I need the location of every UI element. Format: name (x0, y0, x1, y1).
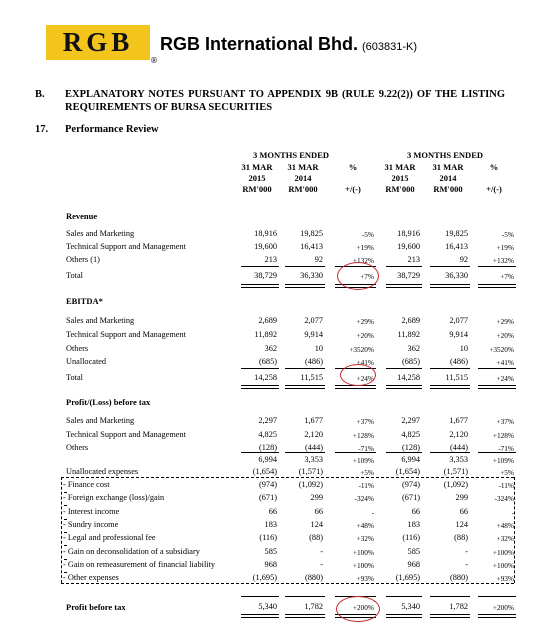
value-cell: 362 (407, 344, 420, 353)
percent-cell: -71% (498, 444, 514, 453)
percent-cell: +93% (496, 574, 514, 583)
percent-cell: +19% (496, 243, 514, 252)
percent-cell: +24% (496, 374, 514, 383)
total-rule (478, 368, 516, 369)
company-name: RGB International Bhd. (160, 34, 358, 54)
percent-cell: - (371, 508, 374, 517)
double-rule (430, 284, 470, 288)
value-cell: 16,413 (300, 242, 323, 251)
value-cell: (88) (309, 533, 323, 542)
percent-cell: +29% (496, 317, 514, 326)
total-rule (430, 368, 470, 369)
percent-cell: +41% (496, 358, 514, 367)
percent-cell: +200% (352, 603, 374, 612)
total-rule (478, 266, 516, 267)
value-cell: 213 (264, 255, 277, 264)
row-label: Sales and Marketing (66, 416, 135, 425)
value-cell: 968 (264, 560, 277, 569)
value-cell: (88) (454, 533, 468, 542)
value-cell: - (465, 560, 468, 569)
value-cell: 124 (310, 520, 323, 529)
total-rule (386, 452, 422, 453)
dashed-box-right (514, 477, 515, 583)
row-label: Others (66, 443, 89, 452)
double-rule (241, 614, 279, 618)
percent-cell: -11% (358, 481, 374, 490)
breakdown-label: - Gain on remeasurement of financial liability (63, 560, 216, 569)
total-rule (430, 452, 470, 453)
value-cell: 11,892 (397, 330, 420, 339)
double-rule (285, 284, 325, 288)
value-cell: 3,353 (449, 455, 468, 464)
percent-cell: +29% (356, 317, 374, 326)
value-cell: (128) (402, 443, 420, 452)
percent-cell: +20% (496, 331, 514, 340)
value-cell: 2,120 (449, 430, 468, 439)
value-cell: (974) (402, 480, 420, 489)
value-cell: (685) (402, 357, 420, 366)
value-cell: 2,297 (401, 416, 420, 425)
total-rule (478, 452, 516, 453)
value-cell: 14,258 (397, 373, 420, 382)
section-17-title: Performance Review (65, 124, 159, 135)
value-cell: 66 (268, 507, 277, 516)
highlight-circle-revenue (337, 262, 379, 290)
percent-cell: +48% (496, 521, 514, 530)
column-header-line3: +/(-) (486, 184, 502, 194)
percent-cell: - (511, 508, 514, 517)
percent-cell: +32% (496, 534, 514, 543)
row-label: Technical Support and Management (66, 330, 186, 339)
double-rule (430, 614, 470, 618)
value-cell: 585 (264, 547, 277, 556)
value-cell: 16,413 (445, 242, 468, 251)
total-rule (386, 368, 422, 369)
percent-cell: +7% (360, 272, 374, 281)
percent-cell: +5% (360, 468, 374, 477)
percent-cell: +100% (492, 561, 514, 570)
section-b-label: B. (35, 89, 45, 100)
percent-cell: +37% (496, 417, 514, 426)
percent-cell: +5% (500, 468, 514, 477)
value-cell: 213 (407, 255, 420, 264)
value-cell: 2,689 (258, 316, 277, 325)
percent-cell: +20% (356, 331, 374, 340)
percent-cell: +3520% (489, 345, 514, 354)
value-cell: 299 (310, 493, 323, 502)
value-cell: 585 (407, 547, 420, 556)
double-rule (241, 385, 279, 389)
column-header-line1: % (348, 162, 358, 172)
value-cell: 362 (264, 344, 277, 353)
value-cell: 38,729 (254, 271, 277, 280)
value-cell: 36,330 (300, 271, 323, 280)
column-header-line1: 31 MAR (287, 162, 319, 172)
value-cell: (1,571) (443, 467, 468, 476)
value-cell: (685) (259, 357, 277, 366)
total-rule (430, 266, 470, 267)
double-rule (478, 614, 516, 618)
value-cell: 18,916 (254, 229, 277, 238)
percent-cell: +48% (356, 521, 374, 530)
value-cell: 183 (264, 520, 277, 529)
percent-cell: +109% (492, 456, 514, 465)
company-code: (603831-K) (362, 41, 418, 53)
column-header-line2: 2014 (294, 173, 312, 183)
value-cell: 10 (314, 344, 323, 353)
percent-cell: +109% (352, 456, 374, 465)
percent-cell: +132% (492, 256, 514, 265)
value-cell: 92 (459, 255, 468, 264)
value-cell: (444) (305, 443, 323, 452)
row-label: Sales and Marketing (66, 316, 135, 325)
percent-cell: +200% (492, 603, 514, 612)
company-logo (46, 25, 158, 65)
total-rule (430, 596, 470, 597)
value-cell: 11,515 (445, 373, 468, 382)
row-label: Total (66, 271, 83, 280)
section-title-revenue: Revenue (66, 211, 98, 221)
column-header-line3: RM'000 (385, 184, 415, 194)
column-header-line1: 31 MAR (241, 162, 273, 172)
section-b-text: EXPLANATORY NOTES PURSUANT TO APPENDIX 9B (RULE 9.22(2)) OF THE LISTING REQUIREMENTS OF BURSA SECURITIES (65, 89, 505, 113)
highlight-circle-ebitda (340, 364, 376, 386)
percent-cell: -11% (498, 481, 514, 490)
value-cell: 66 (459, 507, 468, 516)
value-cell: 18,916 (397, 229, 420, 238)
section-b (35, 88, 505, 114)
value-cell: 5,340 (258, 602, 277, 611)
column-header-line3: RM'000 (288, 184, 318, 194)
value-cell: 2,077 (449, 316, 468, 325)
section-title-profit: Profit/(Loss) before tax (66, 397, 151, 407)
percent-cell: +24% (356, 374, 374, 383)
value-cell: - (320, 560, 323, 569)
breakdown-label: - Other expenses (63, 573, 119, 582)
row-label: Technical Support and Management (66, 242, 186, 251)
column-header-line3: +/(-) (345, 184, 361, 194)
percent-cell: +128% (492, 431, 514, 440)
value-cell: 1,782 (304, 602, 323, 611)
value-cell: (128) (259, 443, 277, 452)
column-header-line2: 2015 (391, 173, 409, 183)
percent-cell: +37% (356, 417, 374, 426)
highlight-circle-pbt (336, 596, 380, 622)
total-rule (386, 596, 422, 597)
value-cell: 14,258 (254, 373, 277, 382)
column-header-line1: 31 MAR (432, 162, 464, 172)
value-cell: (1,654) (395, 467, 420, 476)
percent-cell: +100% (352, 561, 374, 570)
section-17 (35, 124, 159, 135)
percent-cell: -5% (501, 230, 514, 239)
total-rule (285, 266, 325, 267)
percent-cell: +100% (492, 548, 514, 557)
value-cell: 4,825 (258, 430, 277, 439)
double-rule (285, 614, 325, 618)
value-cell: (974) (259, 480, 277, 489)
value-cell: - (465, 547, 468, 556)
value-cell: 10 (459, 344, 468, 353)
value-cell: - (320, 547, 323, 556)
value-cell: (1,092) (298, 480, 323, 489)
total-rule (285, 368, 325, 369)
row-label: Others (66, 344, 89, 353)
value-cell: 4,825 (401, 430, 420, 439)
value-cell: 6,994 (258, 455, 277, 464)
value-cell: 19,825 (300, 229, 323, 238)
row-label-profit-before-tax: Profit before tax (66, 602, 126, 612)
value-cell: 9,914 (449, 330, 468, 339)
value-cell: 2,297 (258, 416, 277, 425)
value-cell: 9,914 (304, 330, 323, 339)
value-cell: (116) (402, 533, 420, 542)
total-rule (335, 452, 376, 453)
row-label: Technical Support and Management (66, 430, 186, 439)
value-cell: (444) (450, 443, 468, 452)
row-label: Others (1) (66, 255, 100, 264)
percent-cell: -324% (354, 494, 374, 503)
percent-cell: +7% (500, 272, 514, 281)
total-rule (241, 596, 279, 597)
total-rule (386, 266, 422, 267)
registered-mark: ® (150, 56, 158, 65)
value-cell: (1,695) (252, 573, 277, 582)
percent-cell: +128% (352, 431, 374, 440)
value-cell: (486) (305, 357, 323, 366)
column-header-line3: RM'000 (242, 184, 272, 194)
value-cell: (486) (450, 357, 468, 366)
group-header-2: 3 MONTHS ENDED (406, 150, 484, 160)
dashed-box-bottom (61, 583, 514, 585)
percent-cell: +41% (356, 358, 374, 367)
percent-cell: +3520% (349, 345, 374, 354)
total-rule (478, 596, 516, 597)
double-rule (478, 385, 516, 389)
value-cell: 299 (455, 493, 468, 502)
breakdown-label: - Sundry income (63, 520, 119, 529)
value-cell: 19,600 (397, 242, 420, 251)
value-cell: 38,729 (397, 271, 420, 280)
value-cell: 2,077 (304, 316, 323, 325)
double-rule (478, 284, 516, 288)
percent-cell: +132% (352, 256, 374, 265)
value-cell: 1,677 (449, 416, 468, 425)
value-cell: 36,330 (445, 271, 468, 280)
total-rule (285, 452, 325, 453)
row-label: Total (66, 373, 83, 382)
column-header-line3: RM'000 (433, 184, 463, 194)
percent-cell: +32% (356, 534, 374, 543)
breakdown-divider (64, 505, 67, 506)
value-cell: 11,892 (254, 330, 277, 339)
breakdown-label: - Legal and professional fee (63, 533, 156, 542)
section-17-label: 17. (35, 124, 49, 135)
company-header (160, 34, 417, 55)
column-header-line2: 2015 (248, 173, 266, 183)
value-cell: 2,120 (304, 430, 323, 439)
value-cell: 5,340 (401, 602, 420, 611)
column-header-line2: 2014 (439, 173, 457, 183)
double-rule (386, 284, 422, 288)
double-rule (285, 385, 325, 389)
breakdown-label: - Gain on deconsolidation of a subsidiary (63, 547, 200, 556)
value-cell: 2,689 (401, 316, 420, 325)
value-cell: (1,695) (395, 573, 420, 582)
value-cell: (880) (305, 573, 323, 582)
section-title-ebitda: EBITDA* (66, 296, 103, 306)
double-rule (386, 614, 422, 618)
value-cell: 66 (411, 507, 420, 516)
row-label: Sales and Marketing (66, 229, 135, 238)
percent-cell: +93% (356, 574, 374, 583)
breakdown-label: - Finance cost (63, 480, 110, 489)
column-header-line1: 31 MAR (384, 162, 416, 172)
value-cell: (116) (259, 533, 277, 542)
value-cell: (671) (402, 493, 420, 502)
dashed-box-top (61, 477, 514, 479)
breakdown-divider (64, 545, 67, 546)
value-cell: 92 (314, 255, 323, 264)
percent-cell: +19% (356, 243, 374, 252)
group-header-1: 3 MONTHS ENDED (252, 150, 330, 160)
value-cell: 3,353 (304, 455, 323, 464)
value-cell: 19,600 (254, 242, 277, 251)
column-header-line1: % (489, 162, 499, 172)
percent-cell: +100% (352, 548, 374, 557)
double-rule (386, 385, 422, 389)
value-cell: 1,677 (304, 416, 323, 425)
double-rule (241, 284, 279, 288)
percent-cell: -324% (494, 494, 514, 503)
value-cell: (1,571) (298, 467, 323, 476)
total-rule (241, 452, 279, 453)
dashed-box-left (61, 477, 62, 583)
value-cell: 968 (407, 560, 420, 569)
value-cell: (880) (450, 573, 468, 582)
value-cell: 66 (314, 507, 323, 516)
total-rule (241, 266, 279, 267)
percent-cell: -71% (358, 444, 374, 453)
value-cell: (1,654) (252, 467, 277, 476)
value-cell: (671) (259, 493, 277, 502)
value-cell: 124 (455, 520, 468, 529)
value-cell: (1,092) (443, 480, 468, 489)
percent-cell: -5% (361, 230, 374, 239)
row-label: Unallocated expenses (66, 467, 139, 476)
value-cell: 11,515 (300, 373, 323, 382)
value-cell: 19,825 (445, 229, 468, 238)
breakdown-label: - Foreign exchange (loss)/gain (63, 493, 165, 502)
value-cell: 1,782 (449, 602, 468, 611)
value-cell: 183 (407, 520, 420, 529)
double-rule (430, 385, 470, 389)
value-cell: 6,994 (401, 455, 420, 464)
breakdown-label: - Interest income (63, 507, 120, 516)
total-rule (285, 596, 325, 597)
row-label: Unallocated (66, 357, 107, 366)
total-rule (241, 368, 279, 369)
logo-text: RGB (62, 27, 134, 57)
